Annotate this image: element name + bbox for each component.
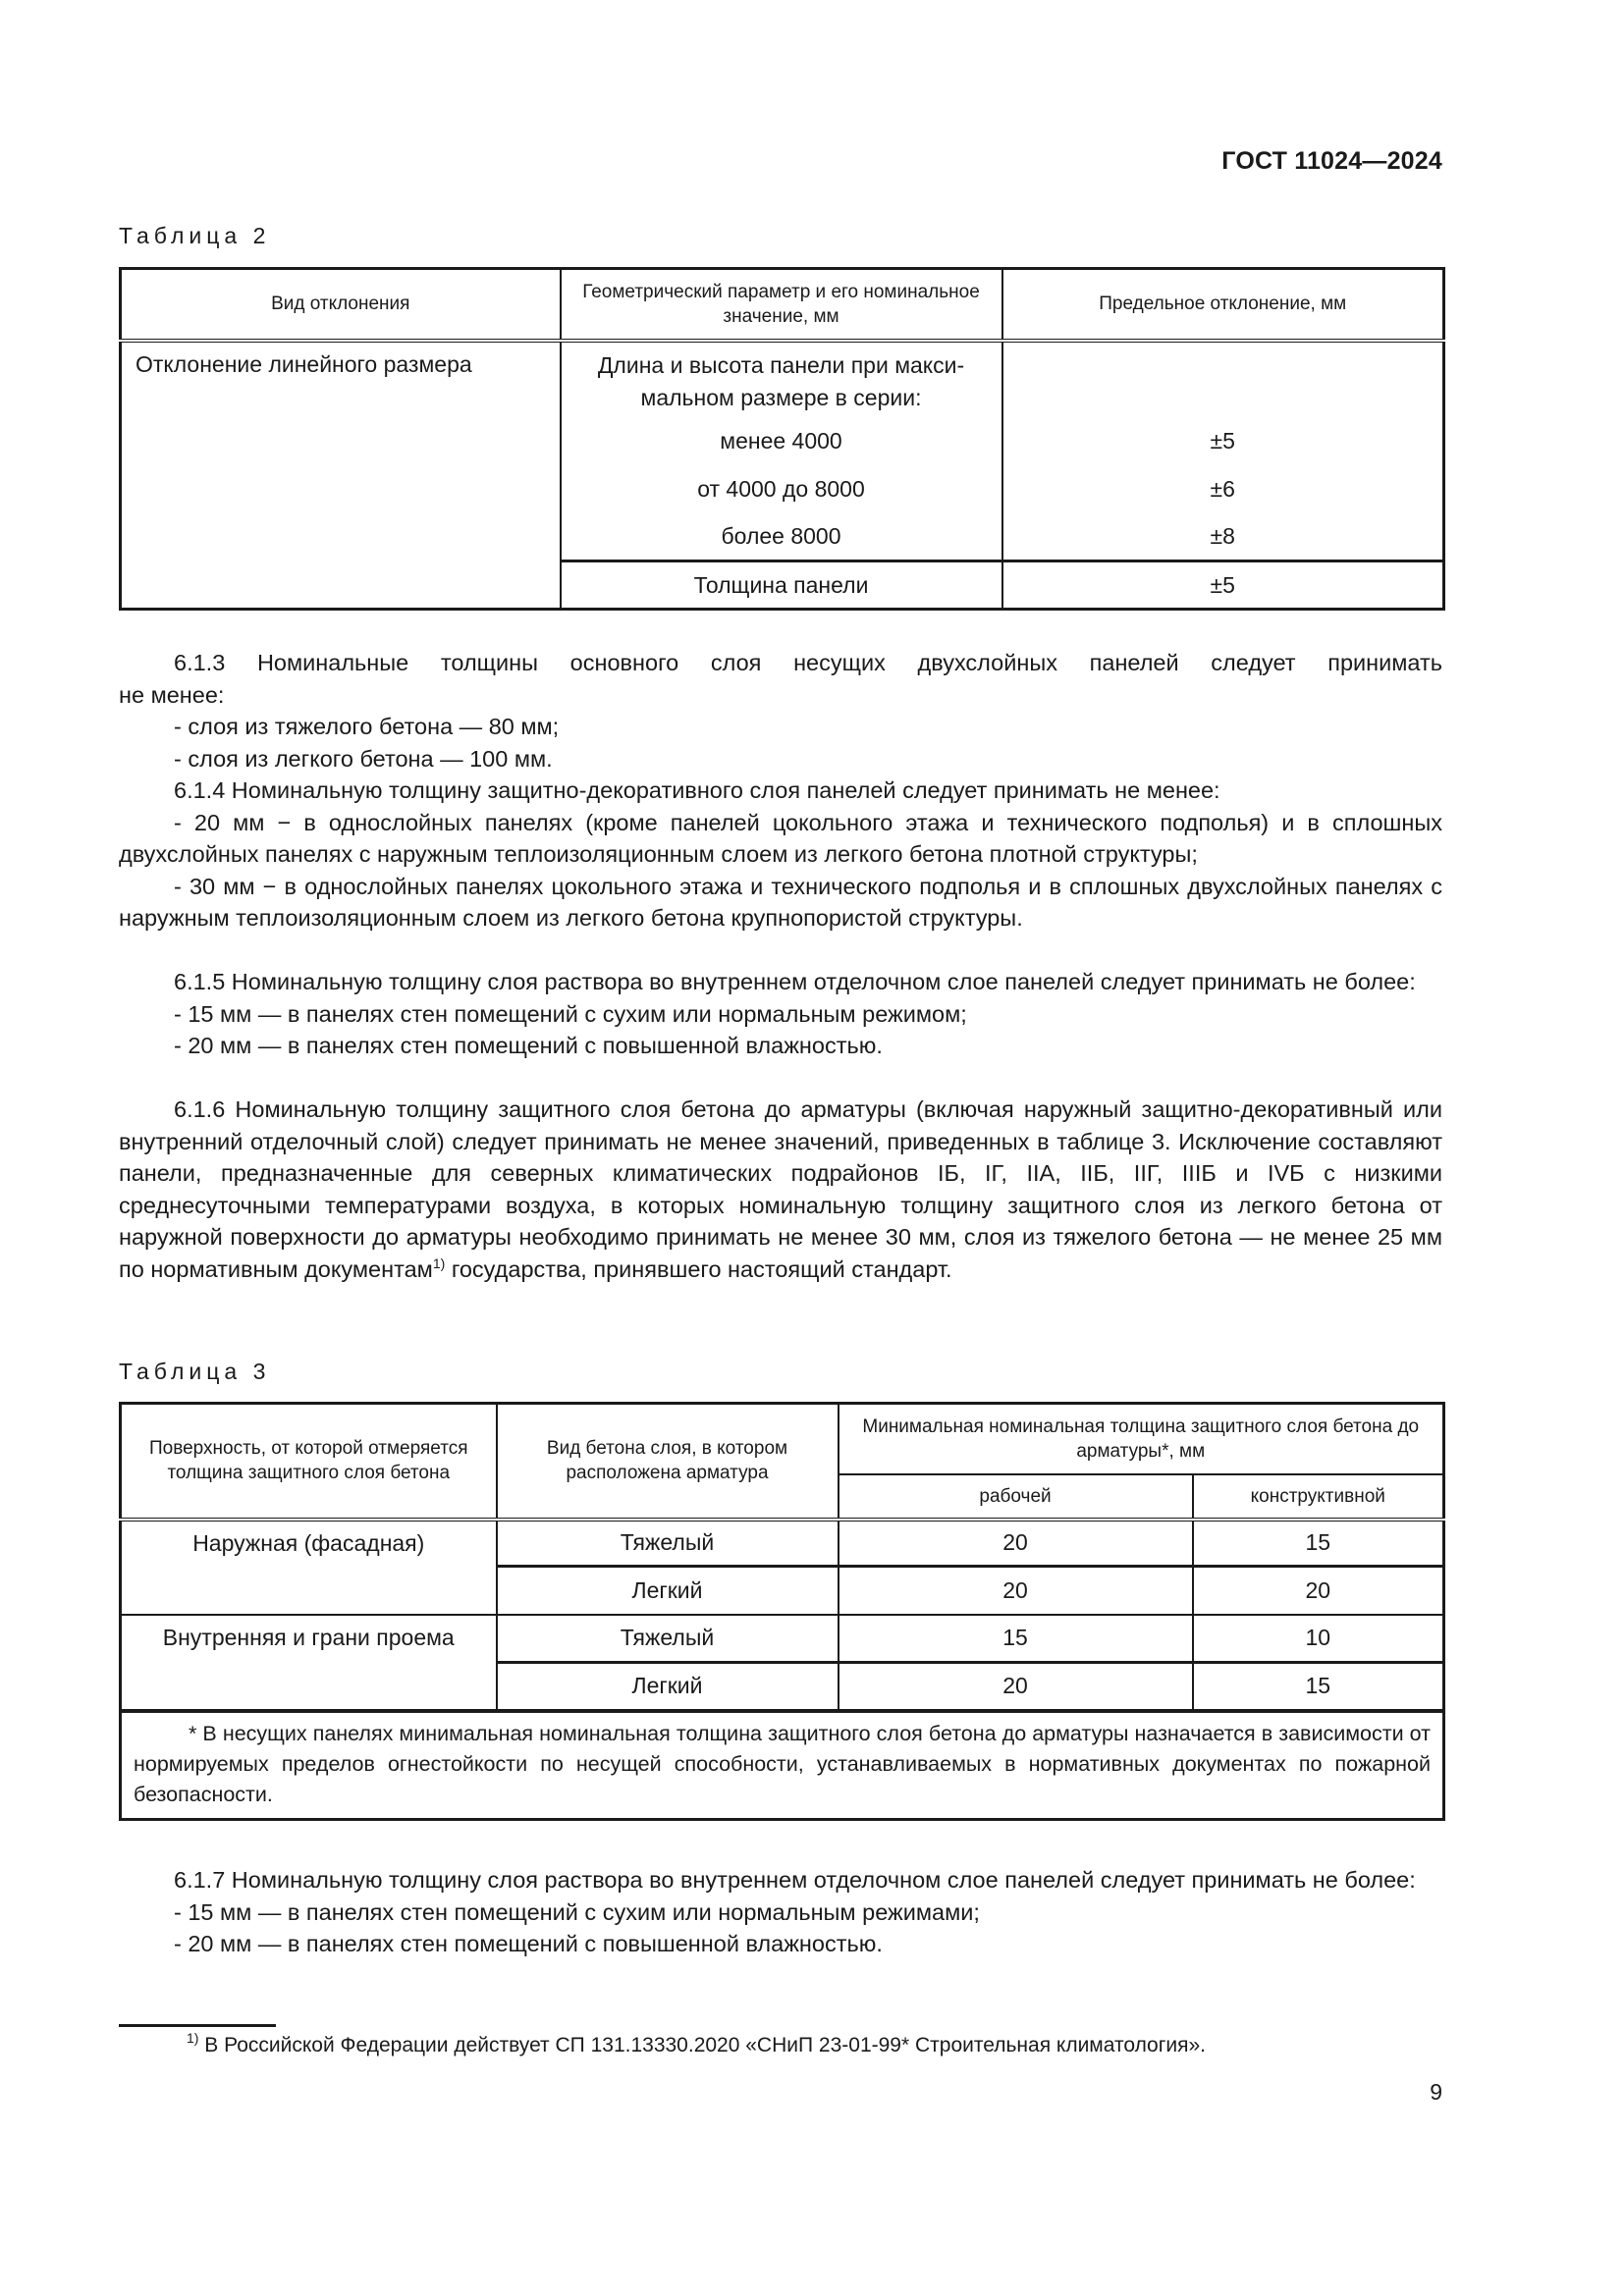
list-item: - 15 мм — в панелях стен помещений с сухим или нормальным режимами;: [174, 1898, 980, 1925]
section-6-1-5: [119, 966, 1442, 1062]
table-3-working: 20: [839, 1567, 1193, 1615]
table-3-surface: Внутренняя и грани проема: [121, 1615, 497, 1711]
table-3-working: 20: [839, 1520, 1193, 1567]
page-number: 9: [1430, 2079, 1442, 2105]
table-2-parameter: Толщина панели: [561, 561, 1002, 610]
table-3-header-concrete-type: Вид бетона слоя, в котором расположена арматура: [497, 1404, 839, 1520]
table-3-concrete: Тяжелый: [497, 1520, 839, 1567]
table-2-header-deviation-type: Вид отклонения: [121, 269, 561, 341]
list-item: - 30 мм − в однослойных панелях цокольного этажа и технического подполья и в сплошных двухслойных панелях с наружным теплоизоляционным слоем из легкого бетона крупнопористой структуры.: [119, 873, 1442, 931]
table-2-parameter: менее 4000: [561, 417, 1002, 465]
group-label-line-1: Длина и высота панели при макси-: [597, 351, 965, 378]
table-3-structural: 15: [1193, 1520, 1444, 1567]
table-3: [119, 1402, 1445, 1821]
table-3-structural: 20: [1193, 1567, 1444, 1615]
footnote-reference: 1): [432, 1255, 446, 1271]
table-2-parameter: более 8000: [561, 513, 1002, 561]
list-item: - 20 мм — в панелях стен помещений с повышенной влажностью.: [174, 1931, 883, 1956]
section-6-1-5-intro: 6.1.5 Номинальную толщину слоя раствора во внутреннем отделочном слое панелей следует принимать не более:: [174, 969, 1416, 994]
table-3-structural: 10: [1193, 1615, 1444, 1663]
footnote-marker: 1): [187, 2030, 199, 2046]
footnote-separator: [119, 2024, 276, 2027]
footnote-text: В Российской Федерации действует СП 131.13330.2020 «СНиП 23-01-99* Строительная климатология».: [204, 2034, 1207, 2056]
section-6-1-7-intro: 6.1.7 Номинальную толщину слоя раствора во внутреннем отделочном слое панелей следует принимать не более:: [174, 1867, 1416, 1893]
list-item: - слоя из легкого бетона — 100 мм.: [174, 745, 553, 772]
table-2-header-parameter: Геометрический параметр и его номинальное значение, мм: [561, 269, 1002, 341]
table-2-tolerance: ±5: [1002, 561, 1444, 610]
table-3-surface: Наружная (фасадная): [121, 1520, 497, 1615]
section-6-1-6-tail: государства, принявшего настоящий стандарт.: [451, 1255, 952, 1282]
table-2-parameter: от 4000 до 8000: [561, 465, 1002, 513]
list-item: - 20 мм — в панелях стен помещений с повышенной влажностью.: [174, 1033, 883, 1058]
table-3-concrete: Тяжелый: [497, 1615, 839, 1663]
table-2-empty-cell: [1002, 341, 1444, 417]
table-3-header-structural: конструктивной: [1193, 1474, 1444, 1520]
section-6-1-4-intro: 6.1.4 Номинальную толщину защитно-декоративного слоя панелей следует принимать не менее:: [174, 777, 1220, 803]
table-2-tolerance: ±8: [1002, 513, 1444, 561]
table-3-header-working: рабочей: [839, 1474, 1193, 1520]
table-3-caption: Таблица 3: [119, 1359, 271, 1384]
document-code: ГОСТ 11024—2024: [1221, 147, 1442, 175]
table-2-tolerance: ±5: [1002, 417, 1444, 465]
table-2-group-label: [561, 341, 1002, 417]
section-6-1-3: [119, 647, 1442, 774]
list-item: - слоя из тяжелого бетона — 80 мм;: [174, 714, 560, 739]
footnote: [187, 2032, 1206, 2059]
table-2-tolerance: ±6: [1002, 465, 1444, 513]
section-6-1-7: [119, 1864, 1442, 1960]
table-3-working: 20: [839, 1663, 1193, 1711]
section-6-1-3-text: 6.1.3 Номинальные толщины основного слоя несущих двухслойных панелей следует принимать: [174, 650, 1442, 675]
table-2-header-tolerance: Предельное отклонение, мм: [1002, 269, 1444, 341]
list-item: - 15 мм — в панелях стен помещений с сухим или нормальным режимом;: [174, 1000, 967, 1027]
table-3-note: * В несущих панелях минимальная номинальная толщина защитного слоя бетона до арматуры назначается в зависимости от нормируемых пределов огнестойкости по несущей способности, устанавливаемых в нормативных документах по пожарной безопасности.: [121, 1711, 1444, 1820]
section-6-1-3-text-cont: не менее:: [119, 681, 225, 708]
table-3-working: 15: [839, 1615, 1193, 1663]
section-6-1-6-text: 6.1.6 Номинальную толщину защитного слоя бетона до арматуры (включая наружный защитно-декоративный или внутренний отделочный слой) следует принимать не менее значений, приведенных в таблице 3. Исключение составляют панели, предназначенные для северных климатических подрайонов IБ, IГ, IIА, IIБ, IIГ, IIIБ и IVБ с низкими среднесуточными температурами воздуха, в которых номинальную толщину защитного слоя из легкого бетона от наружной поверхности до арматуры необходимо принимать не менее 30 мм, слоя из тяжелого бетона — не менее 25 мм по нормативным документам: [119, 1096, 1442, 1282]
table-2-caption: Таблица 2: [119, 223, 271, 248]
table-2-cell-deviation-type: Отклонение линейного размера: [121, 341, 561, 610]
group-label-line-2: мальном размере в серии:: [640, 384, 922, 410]
list-item: - 20 мм − в однослойных панелях (кроме панелей цокольного этажа и технического подполья) и в сплошных двухслойных панелях с наружным теплоизоляционным слоем из легкого бетона плотной структуры;: [119, 809, 1442, 867]
table-3-concrete: Легкий: [497, 1567, 839, 1615]
section-6-1-4: [119, 774, 1442, 934]
table-3-concrete: Легкий: [497, 1663, 839, 1711]
table-3-structural: 15: [1193, 1663, 1444, 1711]
table-2: [119, 267, 1445, 611]
table-3-header-surface: Поверхность, от которой отмеряется толщина защитного слоя бетона: [121, 1404, 497, 1520]
table-3-header-min-thickness: Минимальная номинальная толщина защитного слоя бетона до арматуры*, мм: [839, 1404, 1444, 1474]
section-6-1-6: [119, 1094, 1442, 1285]
